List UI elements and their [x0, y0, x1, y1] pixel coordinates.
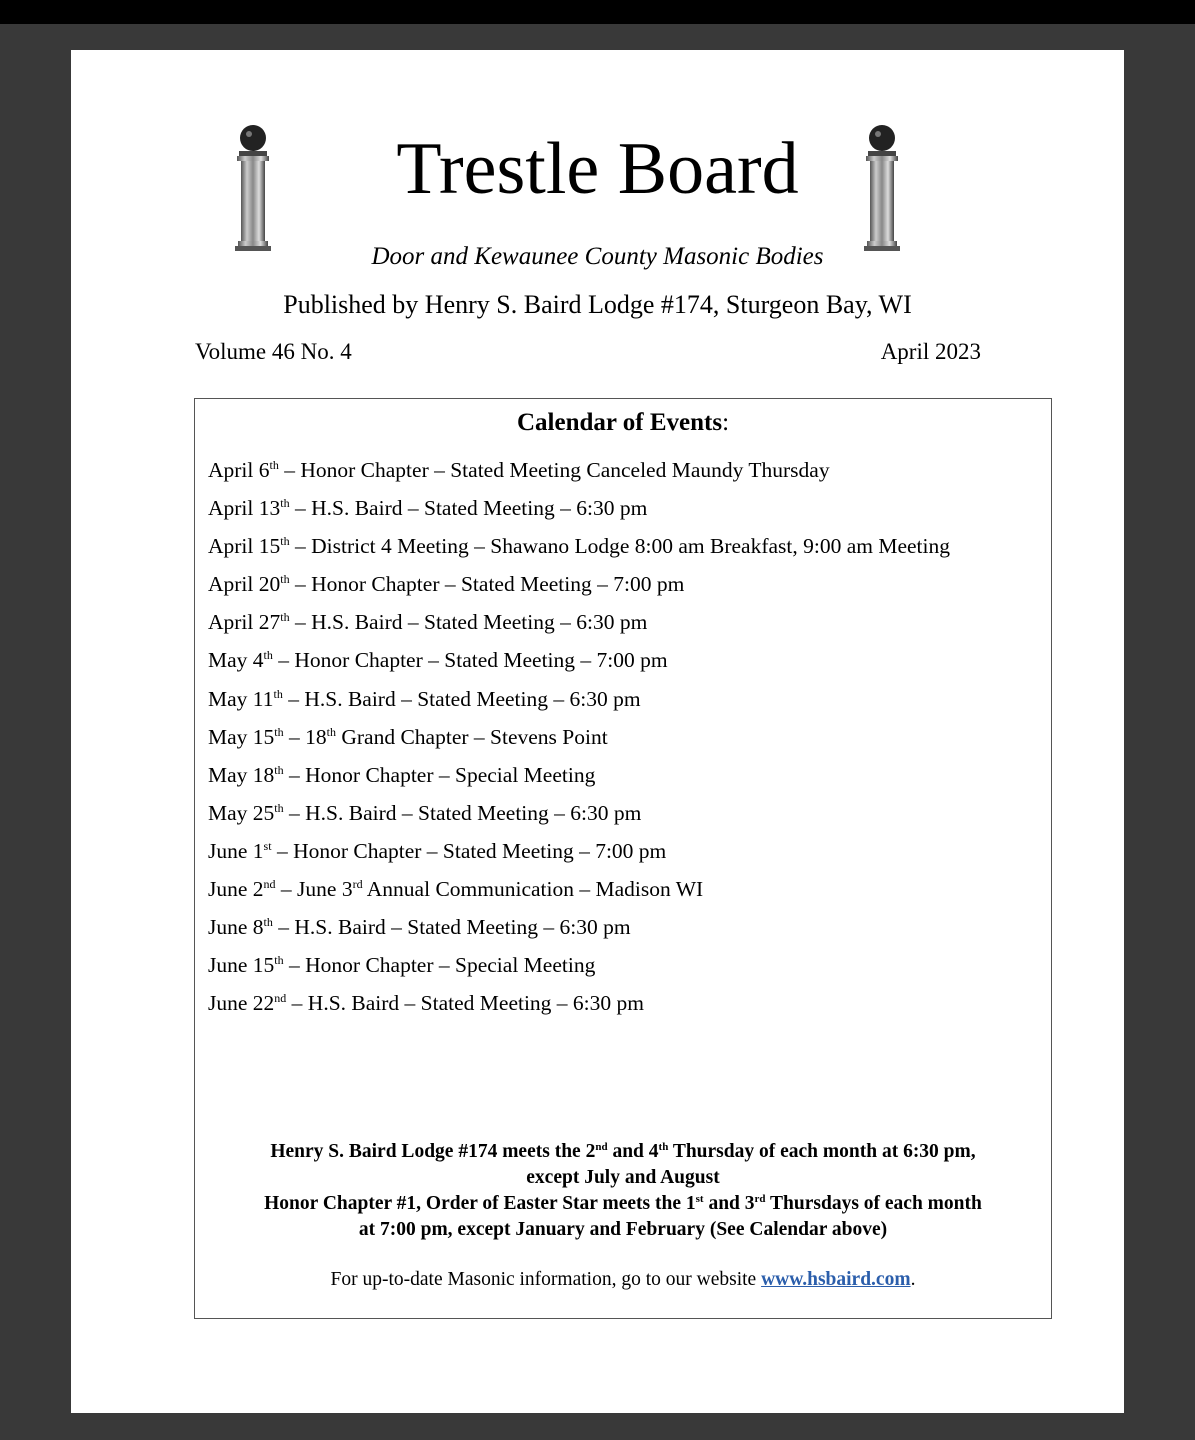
lodge-schedule-exception: except July and August [526, 1167, 720, 1188]
publisher-line: Published by Henry S. Baird Lodge #174, Sturgeon Bay, WI [283, 290, 912, 319]
calendar-title [195, 409, 1051, 437]
event-item: June 1st – Honor Chapter – Stated Meeting – 7:00 pm [208, 838, 667, 863]
event-item: April 6th – Honor Chapter – Stated Meeting Canceled Maundy Thursday [208, 458, 830, 482]
meeting-schedule-note [195, 1139, 1051, 1243]
chapter-schedule-exception: at 7:00 pm, except January and February (See Calendar above) [358, 1219, 888, 1240]
newsletter-title: Trestle Board [396, 128, 799, 210]
event-item: April 20th – Honor Chapter – Stated Meeting – 7:00 pm [208, 572, 685, 597]
event-item: May 18th – Honor Chapter – Special Meeting [208, 762, 596, 787]
event-item: April 27th – H.S. Baird – Stated Meeting – 6:30 pm [208, 610, 648, 635]
event-item: April 15th – District 4 Meeting – Shawano Lodge 8:00 am Breakfast, 9:00 am Meeting [208, 534, 950, 559]
event-item: May 25th – H.S. Baird – Stated Meeting – 6:30 pm [208, 800, 642, 825]
event-item: April 13th – H.S. Baird – Stated Meeting – 6:30 pm [208, 496, 648, 521]
website-note: For up-to-date Masonic information, go to our website www.hsbaird.com. [330, 1269, 916, 1290]
issue-date: April 2023 [880, 339, 981, 364]
event-item: June 2nd – June 3rd Annual Communication – Madison WI [208, 877, 704, 902]
event-item: June 8th – H.S. Baird – Stated Meeting – 6:30 pm [208, 915, 631, 940]
chapter-schedule-line: Honor Chapter #1, Order of Easter Star meets the 1st and 3rd Thursdays of each month [264, 1193, 982, 1214]
event-item: June 15th – Honor Chapter – Special Meeting [208, 953, 596, 978]
calendar-title-colon: : [722, 409, 730, 436]
newsletter-subtitle: Door and Kewaunee County Masonic Bodies [371, 243, 824, 270]
event-item: May 15th – 18th Grand Chapter – Stevens Point [208, 724, 608, 749]
event-item: June 22nd – H.S. Baird – Stated Meeting – 6:30 pm [208, 991, 645, 1016]
lodge-schedule-line: Henry S. Baird Lodge #174 meets the 2nd and 4th Thursday of each month at 6:30 pm, [270, 1141, 976, 1162]
event-item: May 11th – H.S. Baird – Stated Meeting – 6:30 pm [208, 686, 641, 711]
website-link[interactable]: www.hsbaird.com [761, 1269, 911, 1290]
document-page [71, 50, 1124, 1413]
window-top-bar [0, 0, 1195, 24]
calendar-box [194, 398, 1052, 1319]
calendar-title-text: Calendar of Events [516, 409, 723, 436]
event-item: May 4th – Honor Chapter – Stated Meeting – 7:00 pm [208, 648, 668, 673]
volume-number: Volume 46 No. 4 [195, 339, 352, 364]
event-list [208, 451, 950, 1022]
